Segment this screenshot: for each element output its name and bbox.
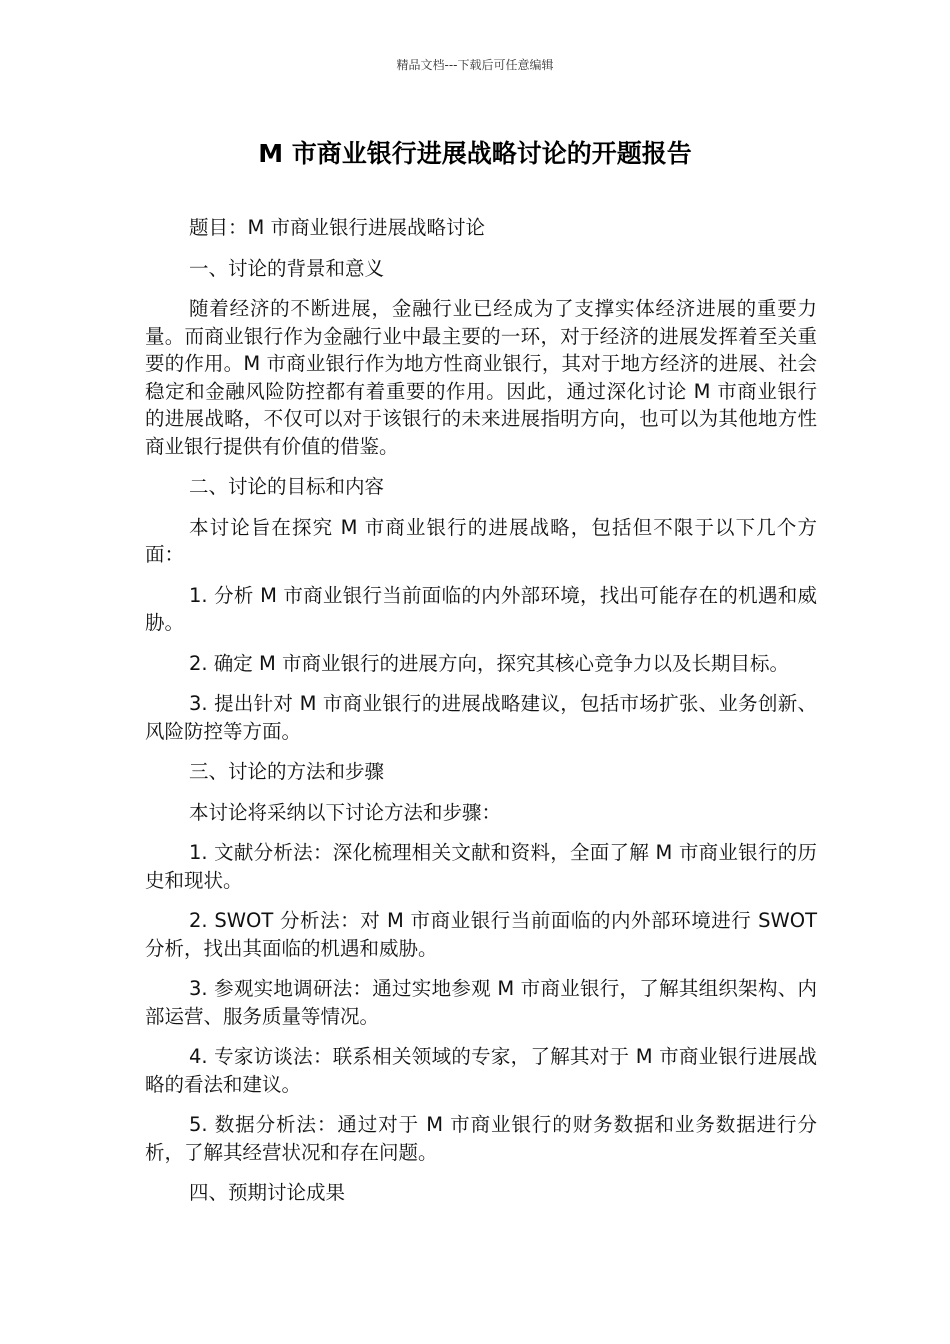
document-title: M 市商业银行进展战略讨论的开题报告 bbox=[258, 139, 692, 168]
list-item-method-1: 1. 文献分析法：深化梳理相关文献和资料，全面了解 M 市商业银行的历史和现状。 bbox=[145, 841, 817, 892]
list-item-goal-1: 1. 分析 M 市商业银行当前面临的内外部环境，找出可能存在的机遇和威胁。 bbox=[145, 583, 817, 634]
list-item-method-2: 2. SWOT 分析法：对 M 市商业银行当前面临的内外部环境进行 SWOT 分析，找出其面临的机遇和威胁。 bbox=[145, 909, 817, 960]
document-body bbox=[145, 214, 817, 1220]
paragraph-goals-intro: 本讨论旨在探究 M 市商业银行的进展战略，包括但不限于以下几个方面： bbox=[145, 515, 817, 566]
header-note: 精品文档---下载后可任意编辑 bbox=[396, 58, 554, 72]
list-item-method-5: 5. 数据分析法：通过对于 M 市商业银行的财务数据和业务数据进行分析，了解其经营状况和存在问题。 bbox=[145, 1113, 817, 1164]
list-item-goal-3: 3. 提出针对 M 市商业银行的进展战略建议，包括市场扩张、业务创新、风险防控等方面。 bbox=[145, 692, 817, 743]
section-heading-outcomes: 四、预期讨论成果 bbox=[189, 1181, 346, 1204]
section-heading-background: 一、讨论的背景和意义 bbox=[189, 256, 385, 280]
section-heading-goals: 二、讨论的目标和内容 bbox=[189, 475, 385, 498]
paragraph-background: 随着经济的不断进展，金融行业已经成为了支撑实体经济进展的重要力量。而商业银行作为金融行业中最主要的一环，对于经济的进展发挥着至关重要的作用。M 市商业银行作为地方性商业银行，其对于地方经济的进展、社会稳定和金融风险防控都有着重要的作用。因此，通过深化讨论 M 市商业银行的进展战略，不仅可以对于该银行的未来进展指明方向，也可以为其他地方性商业银行提供有价值的借鉴。 bbox=[145, 297, 817, 458]
topic-line: 题目：M 市商业银行进展战略讨论 bbox=[189, 216, 486, 239]
list-item-method-4: 4. 专家访谈法：联系相关领域的专家，了解其对于 M 市商业银行进展战略的看法和建议。 bbox=[145, 1045, 817, 1096]
list-item-method-3: 3. 参观实地调研法：通过实地参观 M 市商业银行，了解其组织架构、内部运营、服务质量等情况。 bbox=[145, 977, 817, 1028]
paragraph-methods-intro: 本讨论将采纳以下讨论方法和步骤： bbox=[189, 800, 502, 824]
section-heading-methods: 三、讨论的方法和步骤 bbox=[189, 760, 385, 783]
list-item-goal-2: 2. 确定 M 市商业银行的进展方向，探究其核心竞争力以及长期目标。 bbox=[189, 651, 790, 675]
